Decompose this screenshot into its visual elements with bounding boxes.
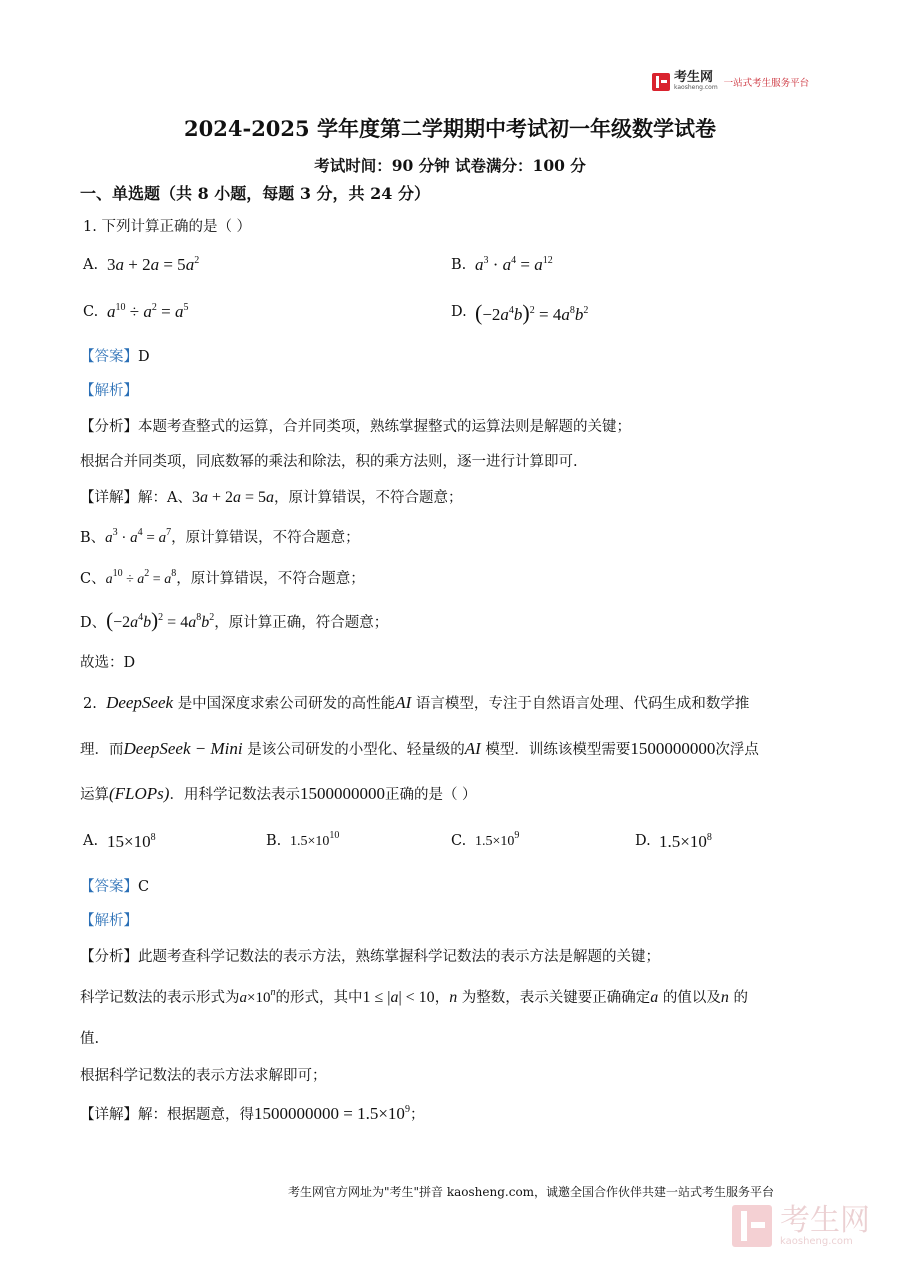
q1-option-b-label: B. [451, 257, 467, 273]
logo-domain: kaosheng.com [674, 84, 718, 91]
q1-option-d-formula: $(-2a^4b)^2 = 4a^8b^2$ [475, 300, 589, 325]
q2-option-d-label: D. [635, 833, 651, 849]
exam-info: 考试时间：90 分钟 试卷满分：100 分 [314, 156, 586, 175]
q1-option-b-formula: $a^3 \cdot a^4 = a^{12}$ [475, 255, 553, 274]
watermark-logo-icon [732, 1205, 772, 1247]
q2-option-d-formula: $1.5\times 10^8$ [659, 832, 712, 851]
q1-fenxi: 【分析】本题考查整式的运算，合并同类项，熟练掌握整式的运算法则是解题的关键； [80, 419, 631, 435]
q1-analysis-tag: 【解析】 [80, 383, 138, 399]
page-title: 2024-2025 学年度第二学期期中考试初一年级数学试卷 [184, 116, 716, 141]
q2-option-c-formula: $1.5\times 10^9$ [475, 830, 520, 849]
q1-answer: 【答案】D [80, 349, 150, 365]
q2-zhi: 值. [80, 1031, 100, 1047]
watermark-name: 考生网 [780, 1202, 870, 1238]
q2-line1: 2. DeepSeek 是中国深度求索公司研发的高性能AI 语言模型，专注于自然语言处理、代码生成和数学推 [83, 693, 750, 712]
q1-option-a-formula: $3a + 2a = 5a^2$ [107, 255, 200, 274]
logo-tagline: 一站式考生服务平台 [723, 77, 810, 89]
q2-option-c-label: C. [451, 833, 467, 849]
footer-note: 考生网官方网址为"考生"拼音 kaosheng.com，诚邀全国合作伙伴共建一站式考生服务平台 [288, 1185, 775, 1199]
kaosheng-logo-icon [652, 73, 670, 91]
q2-option-b-label: B. [266, 833, 282, 849]
q2-option-b-formula: $1.5\times 10^{10}$ [290, 830, 340, 849]
q1-option-c-formula: $a^{10} \div a^2 = a^5$ [107, 302, 189, 321]
q2-fenxi: 【分析】此题考查科学记数法的表示方法，熟练掌握科学记数法的表示方法是解题的关键； [80, 949, 660, 965]
q2-answer: 【答案】C [80, 879, 150, 895]
q1-option-d-label: D. [451, 304, 467, 320]
header-logo [652, 72, 809, 91]
q2-line2: 理．而DeepSeek − Mini 是该公司研发的小型化、轻量级的AI 模型．训练该模型需要1500000000次浮点 [80, 739, 759, 758]
q1-detail-c: C、$a^{10} \div a^2 = a^8$，原计算错误，不符合题意； [80, 568, 365, 587]
q1-detail-b: B、$a^3 \cdot a^4 = a^7$，原计算错误，不符合题意； [80, 527, 360, 546]
q2-option-a-formula: $15\times 10^8$ [107, 832, 156, 851]
q2-method: 根据科学记数法的表示方法求解即可； [80, 1068, 327, 1084]
watermark [732, 1202, 870, 1247]
q1-detail-d: D、$(-2a^4b)^2 = 4a^8b^2$，原计算正确，符合题意； [80, 608, 389, 632]
q1-stem: 1. 下列计算正确的是（ ） [83, 219, 252, 235]
q2-option-a-label: A. [83, 833, 99, 849]
q1-option-c-label: C. [83, 304, 99, 320]
watermark-domain: kaosheng.com [780, 1235, 853, 1247]
q1-choose: 故选：D [80, 655, 136, 671]
q2-line3: 运算(FLOPs)．用科学记数法表示1500000000正确的是（ ） [80, 784, 477, 803]
q2-sci-line: 科学记数法的表示形式为$a\times 10^n$的形式，其中1 ≤ |a| < 10，n 为整数，表示关键要正确确定a 的值以及n 的 [80, 987, 749, 1006]
q1-option-a-label: A. [83, 257, 99, 273]
q1-detail-a: 【详解】解：A、3a + 2a = 5a，原计算错误，不符合题意； [80, 489, 463, 506]
q1-method: 根据合并同类项，同底数幂的乘法和除法，积的乘方法则，逐一进行计算即可. [80, 454, 578, 470]
q2-detail: 【详解】解：根据题意，得$1500000000 = 1.5\times 10^9$； [80, 1104, 425, 1123]
q2-analysis-tag: 【解析】 [80, 913, 138, 929]
logo-name: 考生网 [674, 70, 714, 85]
section-heading: 一、单选题（共 8 小题，每题 3 分，共 24 分） [80, 184, 430, 203]
